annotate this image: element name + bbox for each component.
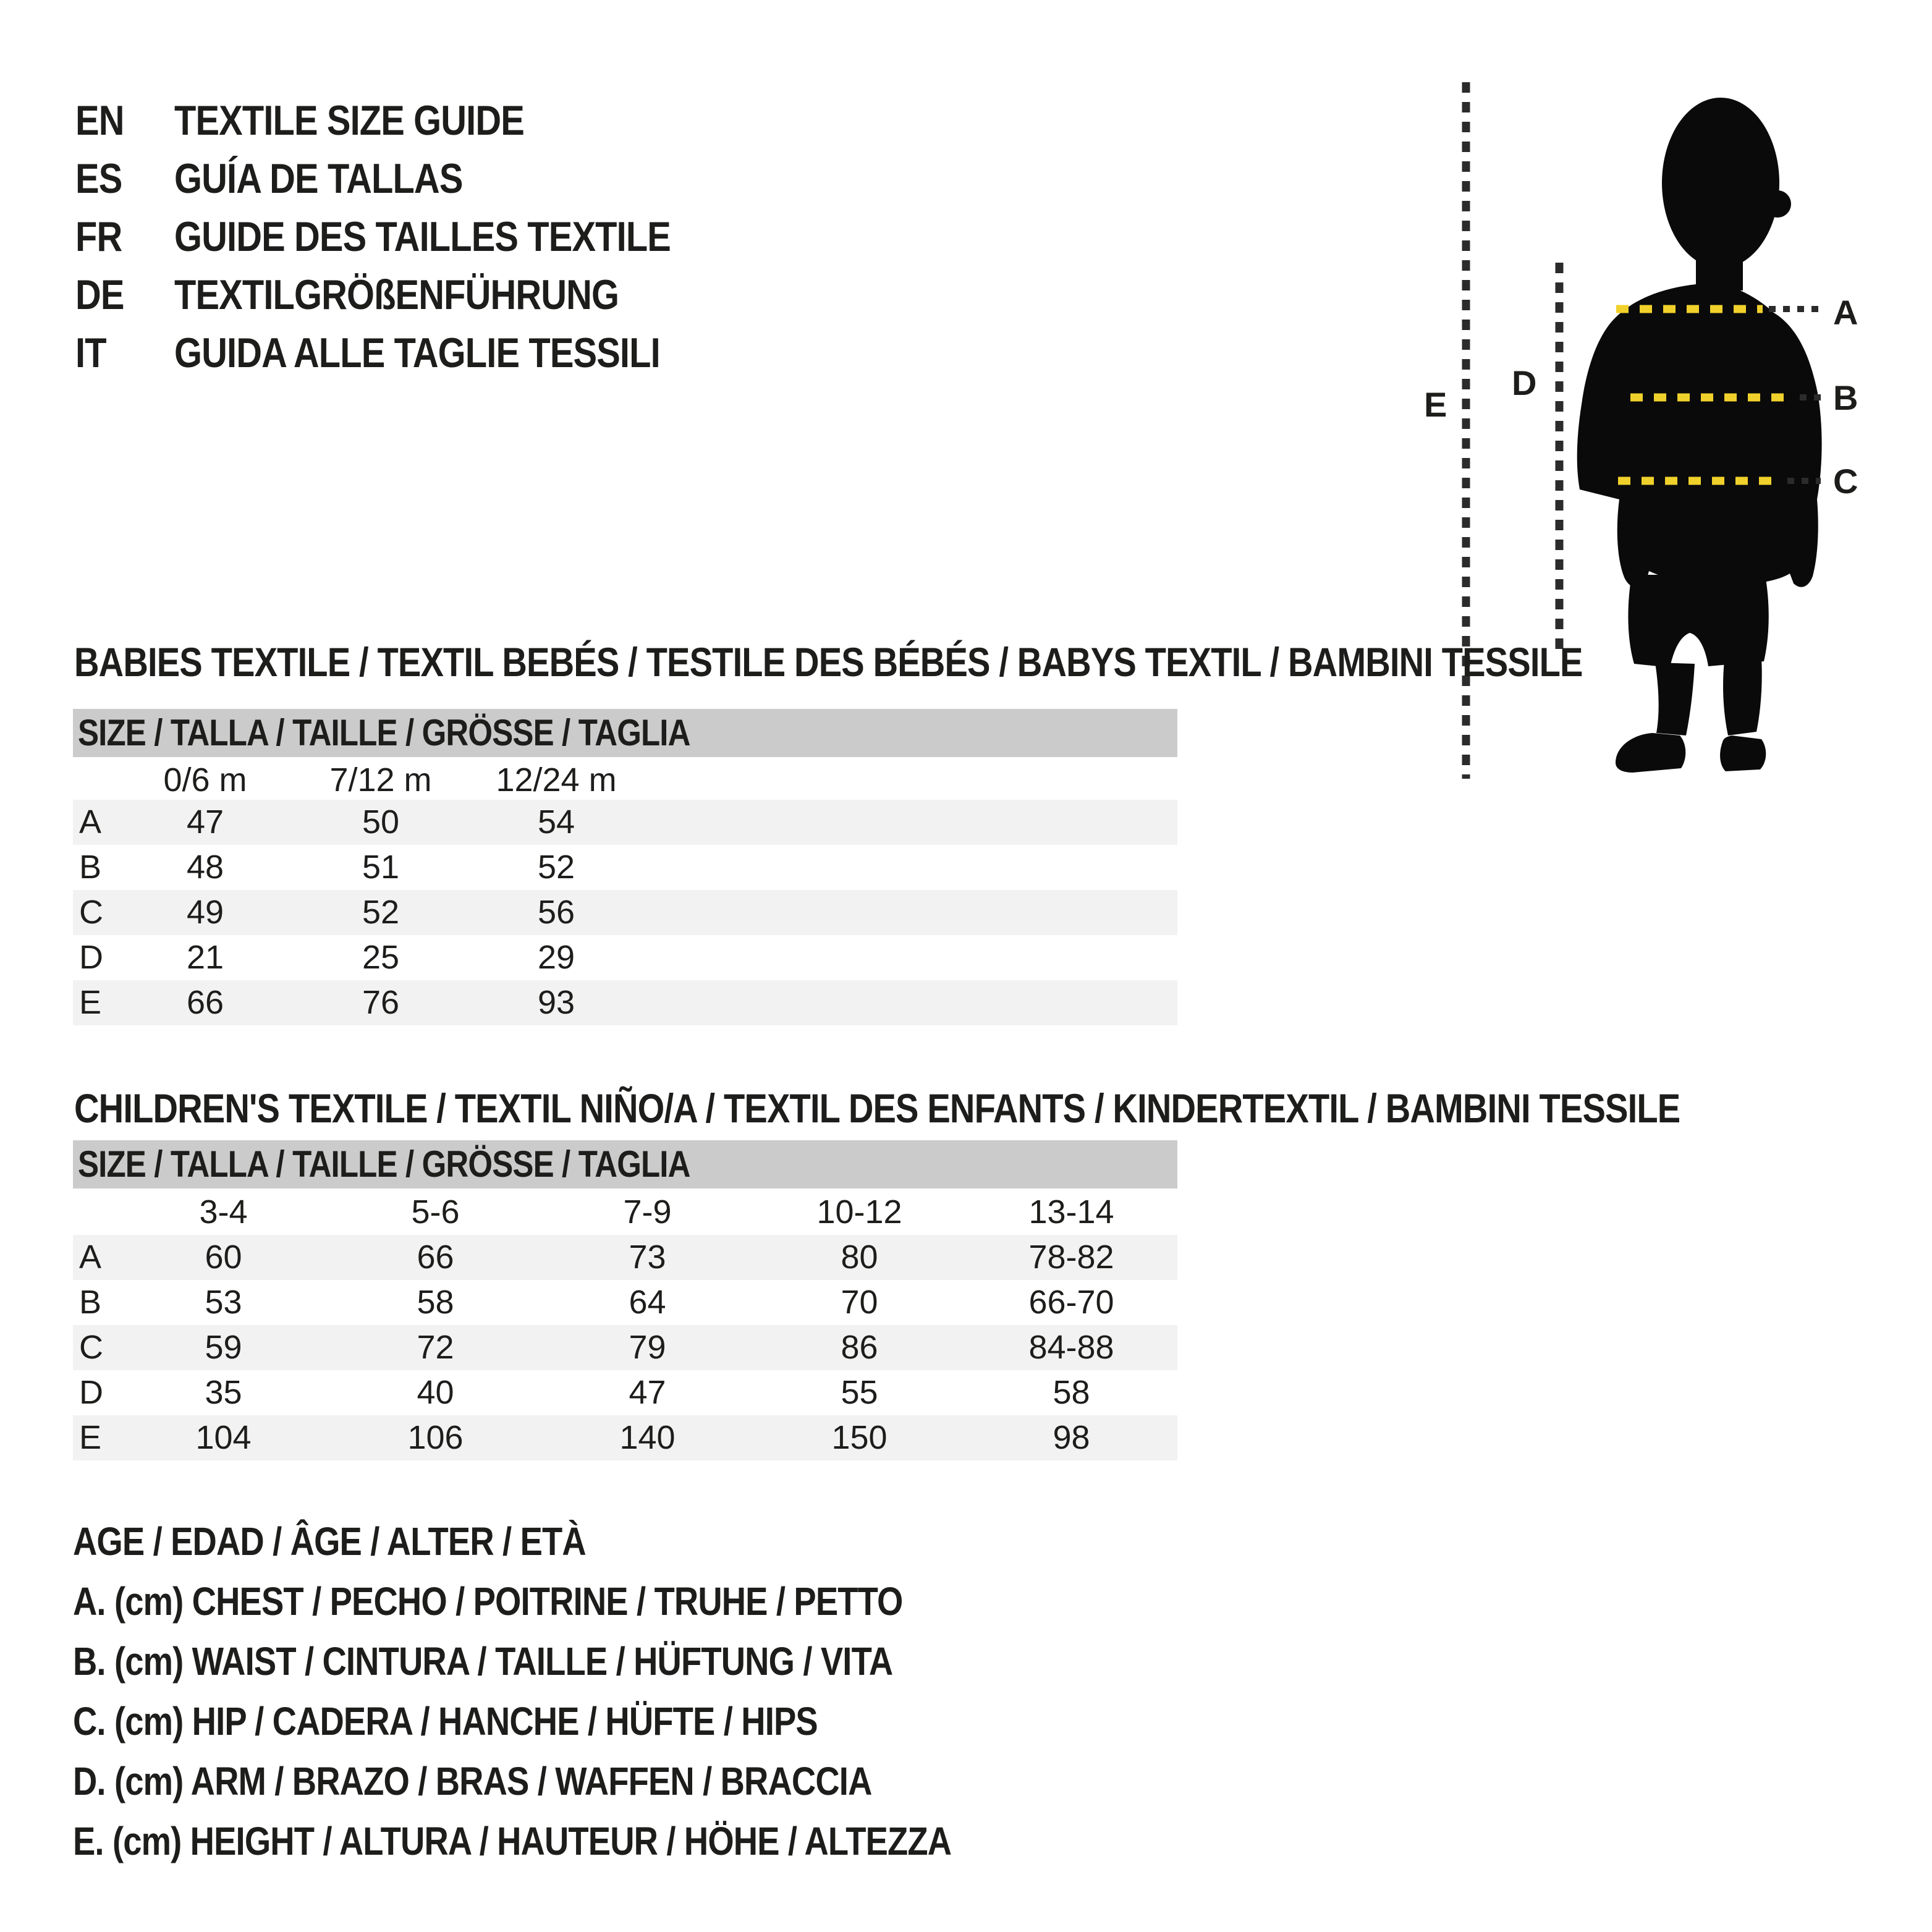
children-column-header: 5-6: [411, 1193, 460, 1231]
figure-label-d: D: [1512, 363, 1537, 402]
table-cell: 98: [1053, 1419, 1090, 1456]
babies-section-heading: BABIES TEXTILE / TEXTIL BEBÉS / TESTILE DES BÉBÉS / BABYS TEXTIL / BAMBINI TESSILE: [74, 639, 1583, 685]
figure-label-a: A: [1833, 293, 1858, 332]
legend-chest-line: A. (cm) CHEST / PECHO / POITRINE / TRUHE / PETTO: [73, 1579, 903, 1624]
table-cell: 25: [362, 939, 400, 976]
babies-column-header-row: [73, 758, 1177, 802]
row-label: C: [79, 1329, 103, 1366]
language-title: GUIDE DES TAILLES TEXTILE: [174, 213, 671, 260]
row-label: E: [79, 984, 102, 1021]
language-row: [0, 215, 1360, 258]
language-row: [0, 331, 1360, 375]
children-table-row: [73, 1370, 1177, 1415]
babies-size-header-bar: [73, 709, 1177, 757]
table-cell: 72: [417, 1329, 454, 1366]
children-corner-cell: [73, 1190, 117, 1234]
table-cell: 50: [362, 803, 400, 841]
table-cell: 47: [186, 803, 224, 841]
language-code: ES: [75, 155, 122, 202]
language-code: FR: [75, 213, 122, 260]
table-cell: 86: [841, 1329, 878, 1366]
table-cell: 66-70: [1028, 1284, 1114, 1321]
table-cell: 93: [537, 984, 575, 1021]
row-label: A: [79, 1239, 102, 1276]
table-cell: 78-82: [1028, 1239, 1114, 1276]
table-cell: 64: [629, 1284, 666, 1321]
language-row: [0, 273, 1360, 316]
table-cell: 66: [186, 984, 224, 1021]
table-cell: 47: [629, 1374, 666, 1411]
table-cell: 49: [186, 894, 224, 931]
row-label: E: [79, 1419, 102, 1456]
table-cell: 54: [537, 803, 575, 841]
language-title: TEXTILGRÖßENFÜHRUNG: [174, 271, 619, 318]
table-cell: 66: [417, 1239, 454, 1276]
babies-column-header: 7/12 m: [329, 761, 432, 799]
table-cell: 104: [195, 1419, 252, 1456]
table-cell: 79: [629, 1329, 666, 1366]
legend-hip-line: C. (cm) HIP / CADERA / HANCHE / HÜFTE / HIPS: [73, 1699, 818, 1743]
row-label: A: [79, 803, 102, 841]
language-row: [0, 157, 1360, 200]
babies-table-row: [73, 980, 1177, 1025]
babies-corner-cell: [73, 758, 117, 802]
children-size-header-bar: [73, 1140, 1177, 1188]
table-cell: 150: [831, 1419, 888, 1456]
table-cell: 58: [1053, 1374, 1090, 1411]
babies-column-header: 12/24 m: [496, 761, 617, 799]
table-cell: 106: [407, 1419, 464, 1456]
table-cell: 80: [841, 1239, 878, 1276]
row-label: B: [79, 849, 102, 886]
table-cell: 40: [417, 1374, 454, 1411]
table-cell: 60: [205, 1239, 242, 1276]
legend-arm-line: D. (cm) ARM / BRAZO / BRAS / WAFFEN / BRACCIA: [73, 1759, 872, 1803]
children-table-row: [73, 1415, 1177, 1460]
row-label: D: [79, 939, 103, 976]
row-label: B: [79, 1284, 102, 1321]
language-title: TEXTILE SIZE GUIDE: [174, 97, 524, 144]
table-cell: 35: [205, 1374, 242, 1411]
babies-column-header: 0/6 m: [163, 761, 247, 799]
table-cell: 58: [417, 1284, 454, 1321]
babies-table-row: [73, 800, 1177, 845]
table-cell: 53: [205, 1284, 242, 1321]
children-column-header: 3-4: [199, 1193, 248, 1231]
children-table-row: [73, 1325, 1177, 1370]
table-cell: 29: [537, 939, 575, 976]
table-cell: 48: [186, 849, 224, 886]
table-cell: 84-88: [1028, 1329, 1114, 1366]
children-column-header-row: [73, 1190, 1177, 1234]
figure-label-e: E: [1424, 385, 1447, 424]
figure-label-c: C: [1833, 462, 1858, 501]
table-cell: 76: [362, 984, 400, 1021]
silhouette-shapes: [1577, 98, 1822, 773]
table-cell: 52: [537, 849, 575, 886]
babies-table-row: [73, 845, 1177, 890]
language-title: GUÍA DE TALLAS: [174, 155, 463, 202]
table-cell: 52: [362, 894, 400, 931]
table-cell: 73: [629, 1239, 666, 1276]
children-column-header: 10-12: [816, 1193, 902, 1231]
table-cell: 21: [186, 939, 224, 976]
babies-table-row: [73, 890, 1177, 935]
language-code: EN: [75, 97, 124, 144]
children-table-row: [73, 1235, 1177, 1280]
table-cell: 70: [841, 1284, 878, 1321]
table-cell: 51: [362, 849, 400, 886]
row-label: C: [79, 894, 103, 931]
table-cell: 140: [619, 1419, 676, 1456]
legend-height-line: E. (cm) HEIGHT / ALTURA / HAUTEUR / HÖHE / ALTEZZA: [73, 1819, 952, 1863]
babies-size-header-text: SIZE / TALLA / TAILLE / GRÖSSE / TAGLIA: [78, 712, 690, 753]
legend-waist-line: B. (cm) WAIST / CINTURA / TAILLE / HÜFTUNG / VITA: [73, 1639, 893, 1684]
children-section-heading: CHILDREN'S TEXTILE / TEXTIL NIÑO/A / TEXTIL DES ENFANTS / KINDERTEXTIL / BAMBINI TESSILE: [74, 1085, 1680, 1131]
children-column-header: 7-9: [623, 1193, 672, 1231]
babies-table-row: [73, 935, 1177, 980]
children-size-header-text: SIZE / TALLA / TAILLE / GRÖSSE / TAGLIA: [78, 1143, 690, 1185]
language-code: IT: [75, 329, 106, 376]
language-code: DE: [75, 271, 124, 318]
table-cell: 56: [537, 894, 575, 931]
figure-label-b: B: [1833, 378, 1858, 417]
table-cell: 59: [205, 1329, 242, 1366]
children-table-row: [73, 1280, 1177, 1325]
table-cell: 55: [841, 1374, 878, 1411]
row-label: D: [79, 1374, 103, 1411]
language-row: [0, 99, 1360, 142]
language-title: GUIDA ALLE TAGLIE TESSILI: [174, 329, 660, 376]
children-column-header: 13-14: [1028, 1193, 1114, 1231]
legend-age-line: AGE / EDAD / ÂGE / ALTER / ETÀ: [73, 1519, 586, 1564]
